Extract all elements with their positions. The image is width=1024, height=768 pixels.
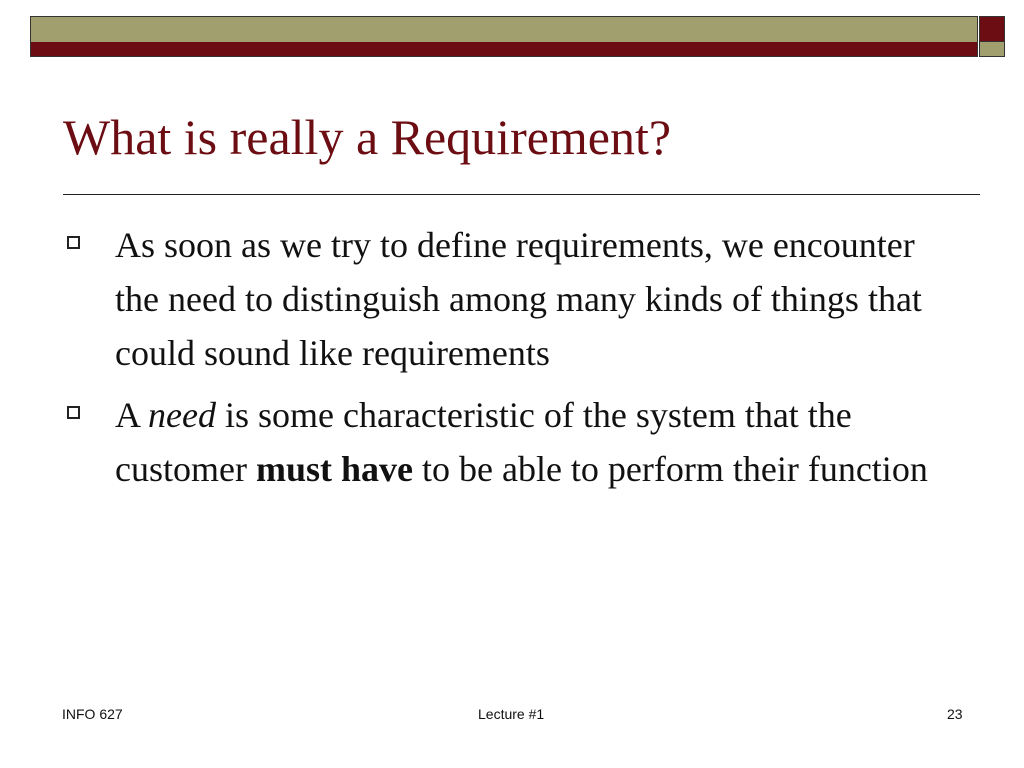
header-bar-maroon [30,42,978,57]
bullet-text [115,388,965,496]
hollow-square-bullet-icon [67,236,80,249]
footer-course-code: INFO 627 [62,706,123,722]
bullet-item [65,218,965,380]
bullet-text-emphasis: need [148,395,216,435]
slide-title: What is really a Requirement? [63,109,672,165]
header-bar-olive [30,16,978,44]
bullet-item [65,388,965,496]
bullet-list [65,218,965,504]
bullet-text-segment: As soon as we try to define requirements, we encounter the need to distinguish among many kinds of things that could sound like requirements [115,225,922,373]
bullet-text [115,218,965,380]
header-corner-square-maroon [979,16,1005,42]
bullet-text-segment: to be able to perform their function [412,449,928,489]
footer-slide-number: 23 [947,706,963,722]
footer-lecture-label: Lecture #1 [478,706,545,722]
title-divider [63,194,980,195]
header-corner-square-olive [979,42,1005,57]
bullet-text-strong: must have [255,449,413,489]
bullet-text-segment: is some characteristic of the system that the customer [115,395,852,489]
bullet-text-segment: A [115,395,149,435]
hollow-square-bullet-icon [67,406,80,419]
